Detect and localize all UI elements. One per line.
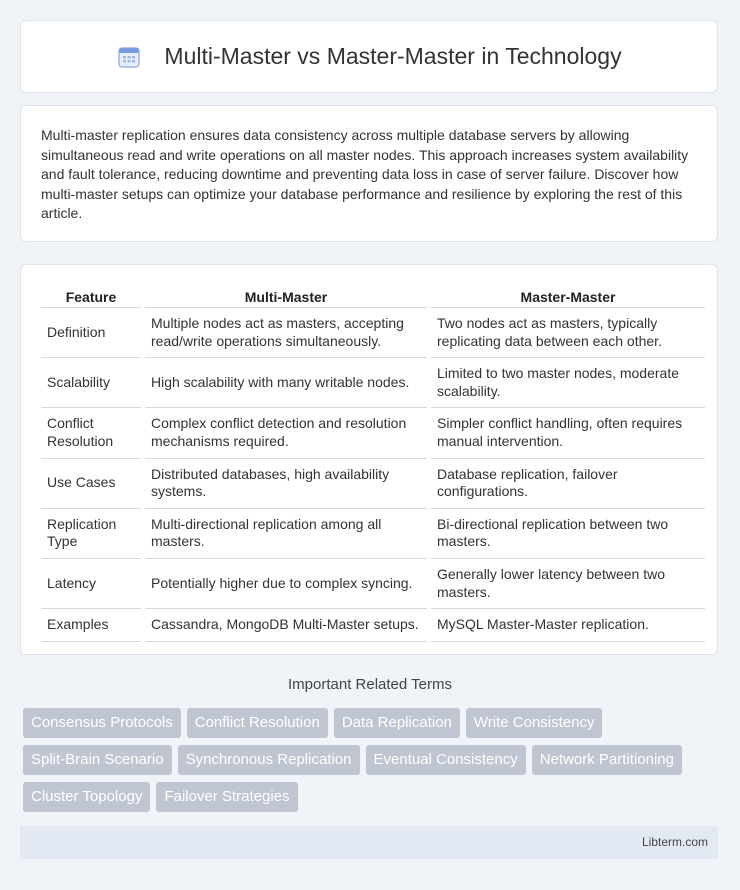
footer (20, 826, 718, 859)
cell-feature: Examples (41, 609, 141, 642)
table-row (41, 559, 705, 609)
cell-multi-master: Distributed databases, high availability systems. (145, 459, 427, 509)
cell-multi-master: Potentially higher due to complex syncing. (145, 559, 427, 609)
related-terms-title: Important Related Terms (288, 676, 452, 693)
cell-feature: Conflict Resolution (41, 408, 141, 458)
table-row (41, 459, 705, 509)
cell-multi-master: Multiple nodes act as masters, accepting read/write operations simultaneously. (145, 308, 427, 358)
cell-feature: Replication Type (41, 509, 141, 559)
table-row (41, 358, 705, 408)
intro-card (20, 105, 718, 242)
cell-multi-master: High scalability with many writable nodes. (145, 358, 427, 408)
table-row (41, 509, 705, 559)
cell-master-master: Limited to two master nodes, moderate scalability. (431, 358, 705, 408)
cell-master-master: Two nodes act as masters, typically replicating data between each other. (431, 308, 705, 358)
footer-brand[interactable]: Libterm.com (641, 835, 708, 849)
cell-feature: Latency (41, 559, 141, 609)
header-feature: Feature (41, 283, 141, 308)
cell-feature: Scalability (41, 358, 141, 408)
table-row (41, 609, 705, 642)
tag-failover-strategies[interactable]: Failover Strategies (156, 782, 297, 812)
comparison-table (37, 283, 709, 642)
cell-feature: Definition (41, 308, 141, 358)
tag-conflict-resolution[interactable]: Conflict Resolution (187, 708, 328, 738)
related-terms-list (23, 708, 723, 812)
tag-synchronous-replication[interactable]: Synchronous Replication (178, 745, 360, 775)
cell-multi-master: Complex conflict detection and resolution mechanisms required. (145, 408, 427, 458)
calendar-icon (116, 44, 142, 70)
cell-multi-master: Cassandra, MongoDB Multi-Master setups. (145, 609, 427, 642)
tag-data-replication[interactable]: Data Replication (334, 708, 460, 738)
intro-text: Multi-master replication ensures data consistency across multiple database servers by allowing simultaneous read and write operations on all master nodes. This approach increases system availability and fault tolerance, reducing downtime and preventing data loss in case of server failure. Discover how multi-master setups can optimize your database performance and resilience by exploring the rest of this article. (41, 127, 689, 222)
table-header-row (41, 283, 705, 308)
cell-master-master: Generally lower latency between two masters. (431, 559, 705, 609)
cell-master-master: MySQL Master-Master replication. (431, 609, 705, 642)
tag-write-consistency[interactable]: Write Consistency (466, 708, 603, 738)
tag-cluster-topology[interactable]: Cluster Topology (23, 782, 150, 812)
cell-master-master: Simpler conflict handling, often requires manual intervention. (431, 408, 705, 458)
page-title: Multi-Master vs Master-Master in Technology (164, 43, 622, 69)
tag-network-partitioning[interactable]: Network Partitioning (532, 745, 682, 775)
cell-multi-master: Multi-directional replication among all masters. (145, 509, 427, 559)
cell-feature: Use Cases (41, 459, 141, 509)
table-row (41, 308, 705, 358)
header-master-master: Master-Master (431, 283, 705, 308)
comparison-card (20, 264, 718, 655)
cell-master-master: Bi-directional replication between two masters. (431, 509, 705, 559)
header-card (20, 20, 718, 93)
tag-eventual-consistency[interactable]: Eventual Consistency (366, 745, 526, 775)
tag-split-brain-scenario[interactable]: Split-Brain Scenario (23, 745, 172, 775)
cell-master-master: Database replication, failover configurations. (431, 459, 705, 509)
tag-consensus-protocols[interactable]: Consensus Protocols (23, 708, 181, 738)
header-multi-master: Multi-Master (145, 283, 427, 308)
table-row (41, 408, 705, 458)
